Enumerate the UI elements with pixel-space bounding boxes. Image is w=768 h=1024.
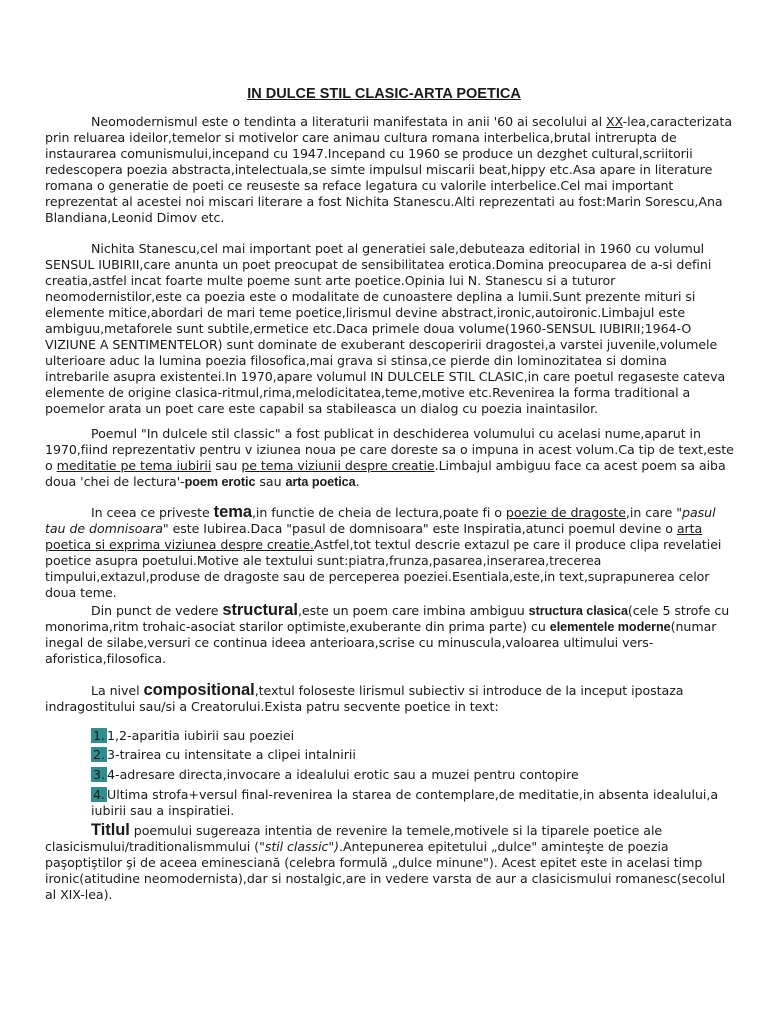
text-run: (cele 5 strofe cu monorima,ritm trohaic-asociat starilor optimiste,exuberante din prima parte) cu	[45, 603, 730, 634]
list-item	[91, 747, 721, 763]
underlined-text: pe tema viziunii despre creatie	[241, 458, 435, 473]
paragraph-nichita	[45, 241, 735, 417]
list-marker: 3.	[93, 767, 106, 782]
text-run: Poemul "In dulcele stil classic" a fost publicat in deschiderea volumului cu acelasi nume,aparut in 1970,fiind reprezentativ pentru v iziunea noua pe care doreste sa o impuna in acest volum.Ca tip de text,este o	[45, 426, 734, 473]
underlined-text: meditatie pe tema iubirii	[56, 458, 212, 473]
underlined-text: arta poetica si exprima viziunea despre creatie.	[45, 521, 703, 552]
text-run: .Limbajul ambiguu face ca acest poem sa aiba doua 'chei de lectura'-	[45, 458, 726, 489]
list-item-text: 4-adresare directa,invocare a idealului erotic sau a muzei pentru contopire	[107, 767, 579, 782]
text-run: .Antepunerea epitetului „dulce" aminteşte de poezia paşoptiştilor şi de aceea eminesciană (celebra formulă „dulce minune"). Acest epitet este in acelasi timp ironic(atitudine neomodernista),dar si nostalgic,are in vedere varsta de aur a clasicismului romanesc(secolul al XIX-lea).	[45, 839, 726, 902]
text-run: ,textul foloseste lirismul subiectiv si introduce de la inceput ipostaza indragostitului sau/si a Creatorului.Exista patru secvente poetice in text:	[45, 683, 684, 714]
heading-word: tema	[213, 503, 252, 521]
list-item	[91, 787, 731, 819]
heading-word: structural	[222, 601, 298, 619]
list-item-text: Ultima strofa+versul final-revenirea la starea de contemplare,de meditatie,in absenta idealului,a iubirii sau a inspiratiei.	[91, 787, 719, 818]
bold-text: structura clasica	[528, 604, 628, 618]
italic-text: "stil classic")	[259, 839, 339, 854]
bold-text: elementele moderne	[549, 620, 671, 634]
bold-text: poem erotic	[184, 475, 256, 489]
text-run: -lea,caracterizata prin reluarea ideilor,temelor si motivelor care animau cultura romana interbelica,brutal intrerupta de instaurarea comunismului,incepand cu 1947.Incepand cu 1960 se produce un dezghet cultural,scriitorii redescopera poezia abstracta,intelectuala,se simte impulsul miscarii beat,hippy etc.Asa apare in literature romana o generatie de poeti ce reuseste sa reface legatura cu valorile interbelice.Cel mai important reprezentat al acestei noi miscari literare a fost Nichita Stanescu.Alti reprezentati au fost:Marin Sorescu,Ana Blandiana,Leonid Dimov etc.	[45, 114, 732, 225]
paragraph-tema	[45, 504, 735, 601]
text-run: sau	[211, 458, 242, 473]
list-marker: 1.	[93, 728, 106, 743]
text-run: Neomodernismul este o tendinta a literaturii manifestata in anii '60 ai secolului al	[91, 114, 607, 129]
paragraph-structural	[45, 602, 735, 667]
text-run: poemului sugereaza intentia de revenire la temele,motivele si la tiparele poetice ale clasicismului/traditionalismmului (	[45, 823, 663, 854]
italic-text: "pasul tau de domnisoara"	[45, 505, 716, 536]
document-title: IN DULCE STIL CLASIC-ARTA POETICA	[247, 86, 521, 102]
heading-word: Titlul	[91, 821, 130, 839]
text-run: Din punct de vedere	[91, 603, 223, 618]
text-run: Astfel,tot textul descrie extazul pe care il produce clipa revelatiei poetice asupra poetului.Motive ale textului sunt:piatra,frunza,pasarea,inserarea,trecerea timpului,extazul,produse de dragoste sau de perceperea poeziei.Esentiala,este,in text,suprapunerea celor doua teme.	[45, 537, 722, 600]
text-run: In ceea ce priveste	[91, 505, 214, 520]
text-run: (numar inegal de silabe,versuri ce continua ideea anterioara,scrise cu minuscula,valoarea ultimului vers-aforistica,filosofica.	[45, 619, 717, 666]
text-run: ,este un poem care imbina ambiguu	[297, 603, 529, 618]
list-item-text: 3-trairea cu intensitate a clipei intalnirii	[107, 747, 356, 762]
text-run: sau	[255, 474, 286, 489]
list-marker: 4.	[93, 787, 106, 802]
list-item	[91, 767, 721, 783]
text-run: La nivel	[91, 683, 144, 698]
text-run: ,in care	[625, 505, 677, 520]
text-run: este Iubirea.Daca "pasul de domnisoara" este Inspiratia,atunci poemul devine o	[168, 521, 677, 536]
underlined-text: XX	[606, 114, 623, 129]
list-marker: 2.	[93, 747, 106, 762]
paragraph-intro	[45, 114, 735, 226]
paragraph-poem	[45, 426, 735, 490]
text-run: .	[355, 474, 360, 489]
heading-word: compositional	[143, 681, 255, 699]
paragraph-compositional	[45, 682, 735, 715]
list-item-text: 1,2-aparitia iubirii sau poeziei	[107, 728, 295, 743]
underlined-text: poezie de dragoste	[505, 505, 626, 520]
text-run: Nichita Stanescu,cel mai important poet al generatiei sale,debuteaza editorial in 1960 cu volumul SENSUL IUBIRII,care anunta un poet preocupat de sensibilitatea erotica.Domina preocuparea de a-si defini creatia,astfel incat foarte multe poeme sunt arte poetice.Opinia lui N. Stanescu si a tuturor neomodernistilor,este ca poezia este o modalitate de cunoastere deplina a lumii.Sunt prezente mituri si elemente mitice,abordari de mari teme poetice,lirismul devine abstract,ironic,autoironic.Limbajul este ambiguu,metaforele sunt subtile,ermetice etc.Daca primele doua volume(1960-SENSUL IUBIRII;1964-O VIZIUNE A SENTIMENTELOR) sunt dominate de exuberant descoperirii dragostei,a varstei juvenile,volumele ulterioare aduc la lumina poezia filosofica,mai grava si stinsa,ce pierde din lominozitatea si domina intrebarile asupra existentei.In 1970,apare volumul IN DULCELE STIL CLASIC,in care poetul regaseste cateva elemente de origine clasica-ritmul,rima,melodicitatea,teme,motive etc.Revenirea la forma traditional a poemelor arata un poet care este capabil sa stabileasca un dialog cu poezia inaintasilor.	[45, 241, 726, 416]
list-item	[91, 728, 721, 744]
paragraph-titlul	[45, 822, 735, 903]
bold-text: arta poetica	[285, 475, 356, 489]
text-run: ,in functie de cheia de lectura,poate fi o	[251, 505, 506, 520]
